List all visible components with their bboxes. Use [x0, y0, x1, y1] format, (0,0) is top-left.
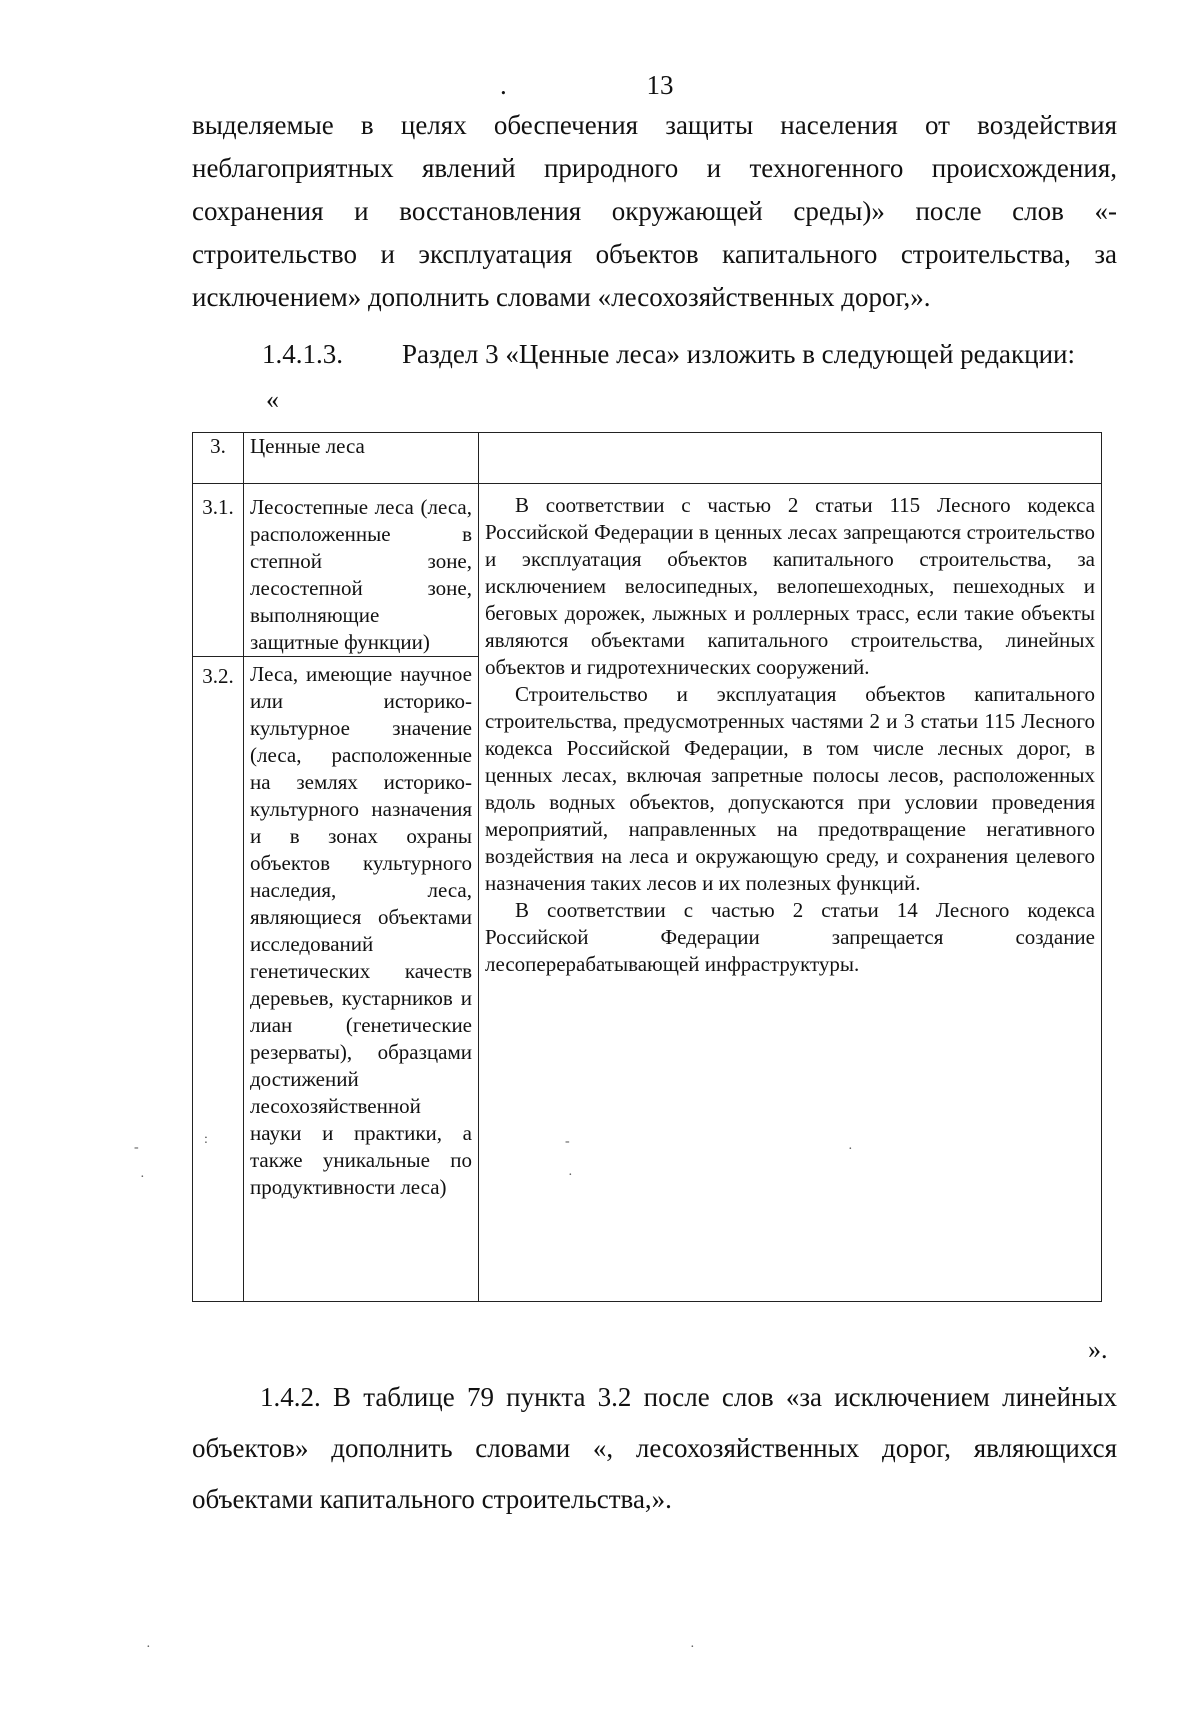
scan-speck: ·	[146, 1640, 151, 1655]
table-row	[193, 433, 1102, 484]
valuable-forests-table	[192, 432, 1102, 1302]
row-number: 3.1.	[193, 484, 244, 657]
section-heading	[262, 334, 1122, 374]
row-text	[479, 433, 1102, 484]
section-text: Раздел 3 «Ценные леса» изложить в следующей редакции:	[402, 339, 1075, 369]
text-paragraph: В соответствии с частью 2 статьи 14 Лесного кодекса Российской Федерации запрещается создание лесоперерабатывающей инфраструктуры.	[485, 898, 1095, 976]
table-row	[193, 484, 1102, 657]
scan-speck: :	[204, 1132, 208, 1147]
scan-speck: ·	[690, 1640, 695, 1655]
row-number: 3.2.	[193, 657, 244, 1302]
scan-speck: ·	[140, 1170, 145, 1185]
close-quote: ».	[1088, 1335, 1108, 1364]
scan-speck: ·	[848, 1142, 853, 1157]
text-paragraph: В соответствии с частью 2 статьи 115 Лесного кодекса Российской Федерации в ценных лесах запрещаются строительство и эксплуатация объектов капитального строительства, за исключением велосипедных, велопешеходных, пешеходных и беговых дорожек, лыжных и роллерных трасс, если такие объекты являются объектами капитального строительства, линейных объектов и гидротехнических сооружений.	[485, 493, 1095, 679]
scan-speck: -	[134, 1140, 139, 1155]
final-paragraph: 1.4.2. В таблице 79 пункта 3.2 после слов «за исключением линейных объектов» дополнить словами «, лесохозяйственных дорог, являющихся объектами капитального строительства,».	[192, 1382, 1117, 1514]
section-number: 1.4.1.3.	[262, 339, 343, 369]
scan-speck: ·	[568, 1168, 573, 1183]
row-name: Лесостепные леса (леса, расположенные в степной зоне, лесостепной зоне, выполняющие защитные функции)	[244, 484, 479, 657]
page-dot-mark: .	[500, 70, 507, 100]
scan-speck: -	[565, 1134, 570, 1149]
row-name: Леса, имеющие научное или историко-культурное значение (леса, расположенные на землях историко-культурного назначения и в зонах охраны объектов культурного наследия, леса, являющиеся объектами исследований генетических качеств деревьев, кустарников и лиан (генетические резерваты), образцами достижений лесохозяйственной науки и практики, а также уникальные по продуктивности леса)	[244, 657, 479, 1302]
page-number: 13	[646, 70, 674, 100]
intro-paragraph: выделяемые в целях обеспечения защиты населения от воздействия неблагоприятных явлений природного и техногенного происхождения, сохранения и восстановления окружающей среды)» после слов «- строительство и эксплуатация объектов капитального строительства, за исключением» дополнить словами «лесохозяйственных дорог,».	[192, 110, 1117, 312]
row-number: 3.	[193, 433, 244, 484]
text-paragraph: Строительство и эксплуатация объектов капитального строительства, предусмотренных частями 2 и 3 статьи 115 Лесного кодекса Российской Федерации, в том числе лесных дорог, в ценных лесах, включая запретные полосы лесов, расположенных вдоль водных объектов, допускаются при условии проведения мероприятий, направленных на предотвращение негативного воздействия на леса и окружающую среду, и сохранения целевого назначения таких лесов и их полезных функций.	[485, 682, 1095, 895]
open-quote: «	[266, 385, 279, 414]
row-name: Ценные леса	[244, 433, 479, 484]
